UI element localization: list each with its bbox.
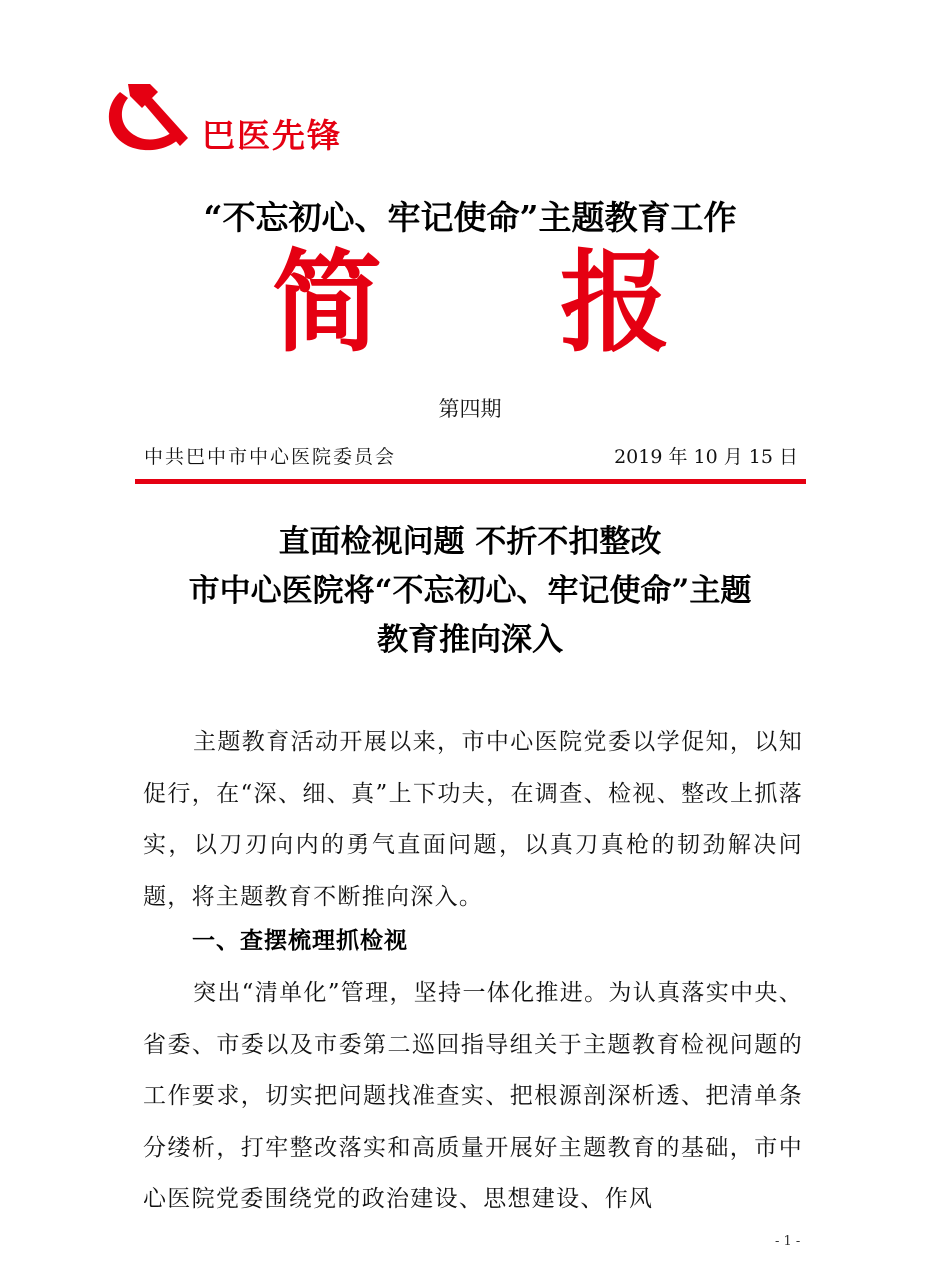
masthead-char-1: 简: [272, 238, 382, 367]
subject-line: “不忘初心、牢记使命”主题教育工作: [203, 198, 737, 237]
logo: [98, 78, 398, 158]
logo-text: 巴医先锋: [202, 116, 342, 155]
article-title-line-1: 直面检视问题 不折不扣整改: [278, 524, 662, 560]
red-divider: [135, 479, 806, 484]
masthead-char-2: 报: [560, 238, 670, 367]
section-1-heading: 一、查摆梳理抓检视: [192, 928, 408, 954]
article-title-line-3: 教育推向深入: [377, 622, 563, 658]
organization: 中共巴中市中心医院委员会: [144, 446, 397, 468]
issue-number: 第四期: [438, 397, 502, 421]
article-title-line-2: 市中心医院将“不忘初心、牢记使命”主题: [188, 573, 752, 609]
publish-date: 2019 年 10 月 15 日: [614, 446, 798, 468]
page-number: - 1 -: [775, 1234, 801, 1249]
hammer-and-sickle-icon: [98, 78, 198, 158]
paragraph-2: 突出“清单化”管理，坚持一体化推进。为认真落实中央、省委、市委以及市委第二巡回指导组关于主题教育检视问题的工作要求，切实把问题找准查实、把根源剖深析透、把清单条分缕析，打牢整改落实和高质量开展好主题教育的基础，市中心医院党委围绕党的政治建设、思想建设、作风: [143, 980, 803, 1212]
paragraph-1: 主题教育活动开展以来，市中心医院党委以学促知，以知促行，在“深、细、真”上下功夫，在调查、检视、整改上抓落实，以刀刃向内的勇气直面问题，以真刀真枪的韧劲解决问题，将主题教育不断推向深入。: [143, 729, 803, 910]
